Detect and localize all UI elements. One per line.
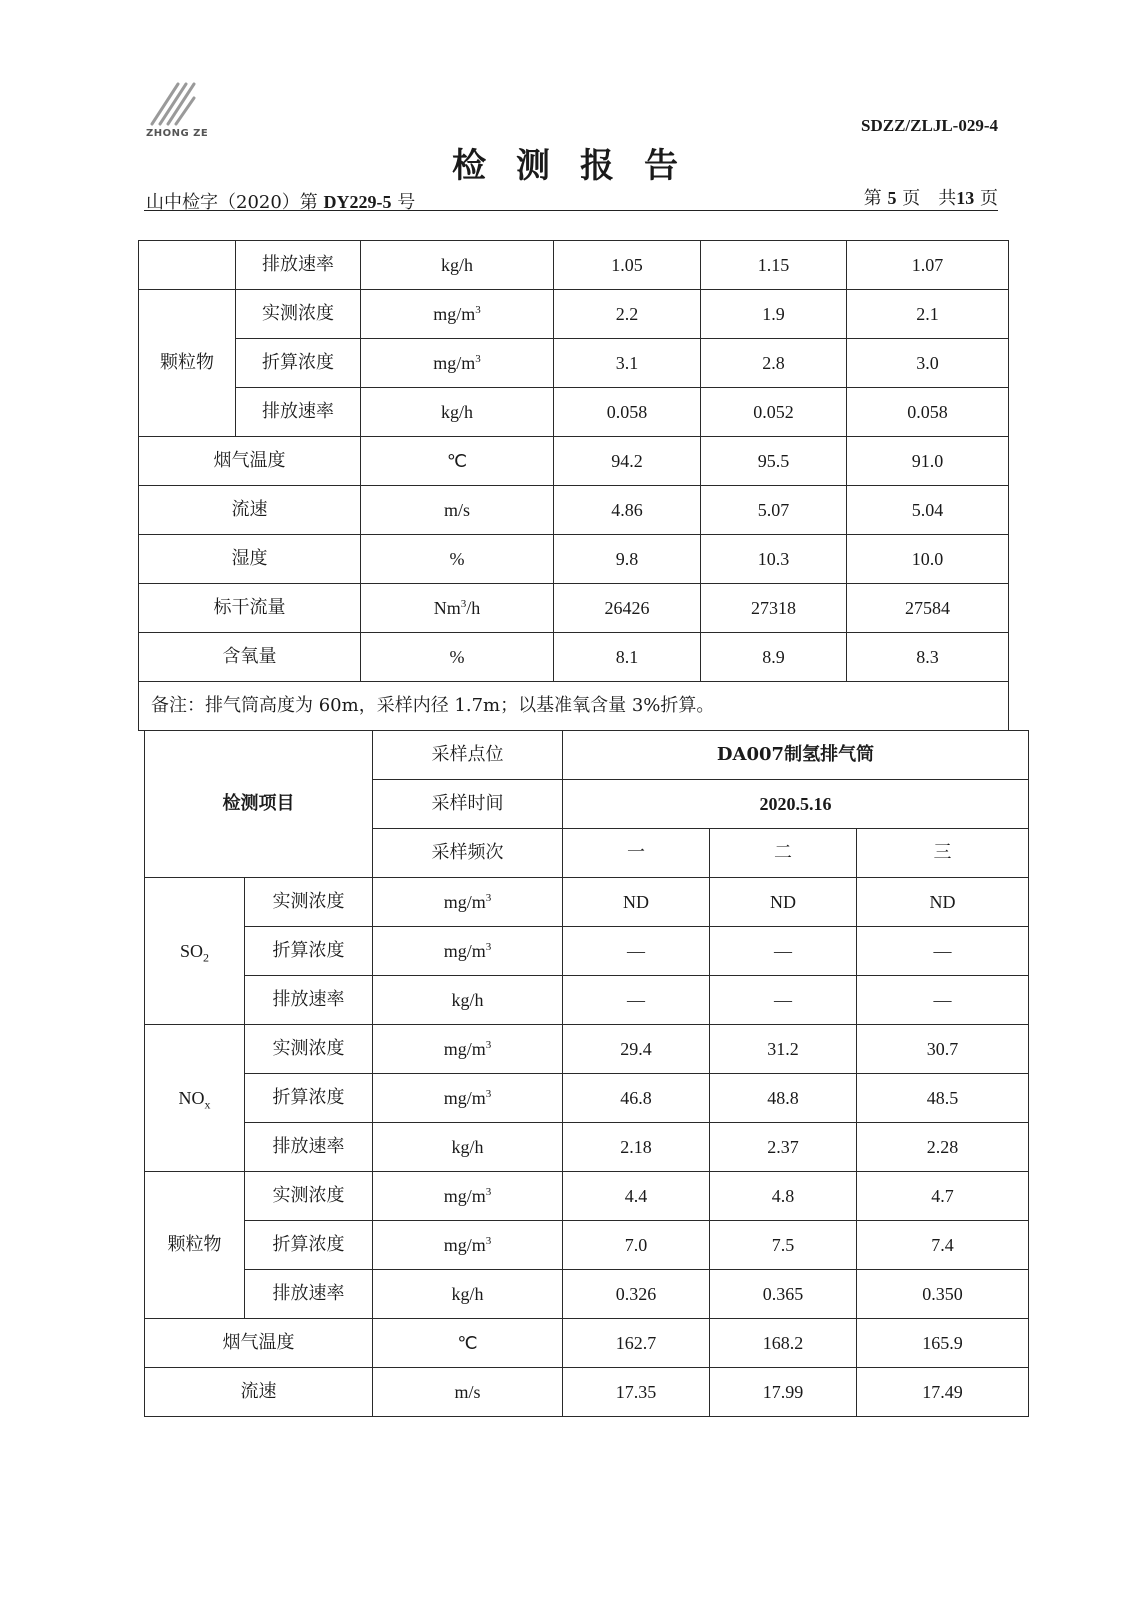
param-cell: 排放速率 <box>245 1270 373 1319</box>
value-cell: 2.37 <box>710 1123 857 1172</box>
table-row <box>145 1074 1029 1123</box>
header-row <box>145 731 1029 780</box>
report-number-suffix: 号 <box>397 192 416 213</box>
table-row <box>139 437 1009 486</box>
page-label-pre: 第 <box>863 188 882 209</box>
value-cell: 48.8 <box>710 1074 857 1123</box>
item-cell: 流速 <box>145 1368 373 1417</box>
value-cell: 17.49 <box>857 1368 1029 1417</box>
table-row <box>145 927 1029 976</box>
table-row <box>139 633 1009 682</box>
value-cell: 0.052 <box>701 388 847 437</box>
value-cell: 31.2 <box>710 1025 857 1074</box>
unit-cell: m/s <box>361 486 554 535</box>
unit-sup: 3 <box>475 352 481 365</box>
unit-text: mg/m <box>443 1087 486 1108</box>
unit-sup: 3 <box>485 1234 492 1247</box>
unit-cell: % <box>361 633 554 682</box>
value-cell: — <box>857 976 1029 1025</box>
table-row <box>145 1123 1029 1172</box>
value-cell: 4.4 <box>563 1172 710 1221</box>
unit-sup: 3 <box>475 303 481 316</box>
table-row <box>145 1172 1029 1221</box>
location-value: DA007制氢排气筒 <box>563 731 1029 780</box>
value-cell: 17.99 <box>710 1368 857 1417</box>
value-cell: 9.8 <box>554 535 701 584</box>
value-cell: — <box>710 927 857 976</box>
freq-cell: 三 <box>857 829 1029 878</box>
value-cell: 1.15 <box>701 241 847 290</box>
unit-cell <box>373 1172 563 1221</box>
group-sub: 2 <box>203 950 209 965</box>
value-cell: 162.7 <box>563 1319 710 1368</box>
table-row <box>139 486 1009 535</box>
value-cell: 165.9 <box>857 1319 1029 1368</box>
value-cell: 1.05 <box>554 241 701 290</box>
value-cell: 0.326 <box>563 1270 710 1319</box>
table-row <box>145 1319 1029 1368</box>
unit-text: Nm <box>433 597 461 618</box>
group-sub: x <box>204 1097 211 1112</box>
header-rule <box>144 210 998 211</box>
param-cell: 折算浓度 <box>245 1074 373 1123</box>
value-cell: 48.5 <box>857 1074 1029 1123</box>
unit-sup: 3 <box>485 1185 492 1198</box>
table-row <box>145 1270 1029 1319</box>
table-row <box>139 388 1009 437</box>
unit-text: mg/m <box>443 940 486 961</box>
document-code: SDZZ/ZLJL-029-4 <box>861 116 998 135</box>
report-number-code: DY229-5 <box>323 192 392 212</box>
value-cell: 2.8 <box>701 339 847 388</box>
page-current: 5 <box>887 188 897 208</box>
report-number-prefix: 山中检字（2020）第 <box>146 192 318 213</box>
results-table-da007 <box>144 730 1029 1417</box>
value-cell: 8.1 <box>554 633 701 682</box>
param-cell: 排放速率 <box>236 388 361 437</box>
table-row <box>145 1221 1029 1270</box>
value-cell: 27584 <box>847 584 1009 633</box>
value-cell: 2.2 <box>554 290 701 339</box>
page-label-post: 页 <box>980 188 998 209</box>
value-cell: ND <box>857 878 1029 927</box>
value-cell: 10.3 <box>701 535 847 584</box>
value-cell: 3.1 <box>554 339 701 388</box>
unit-text: mg/m <box>443 891 486 912</box>
page-label-mid: 页 共 <box>902 188 957 209</box>
value-cell: 91.0 <box>847 437 1009 486</box>
unit-cell: ℃ <box>361 437 554 486</box>
param-cell: 实测浓度 <box>245 878 373 927</box>
group-name: SO <box>179 940 203 961</box>
table-row <box>145 1368 1029 1417</box>
value-cell: 0.350 <box>857 1270 1029 1319</box>
page-total: 13 <box>956 188 975 208</box>
item-header: 检测项目 <box>145 731 373 878</box>
results-table-continued <box>138 240 1009 731</box>
value-cell: 0.365 <box>710 1270 857 1319</box>
value-cell: 8.9 <box>701 633 847 682</box>
freq-cell: 二 <box>710 829 857 878</box>
value-cell: 3.0 <box>847 339 1009 388</box>
unit-cell <box>373 1074 563 1123</box>
unit-cell: kg/h <box>373 976 563 1025</box>
unit-text: mg/m <box>443 1038 486 1059</box>
unit-cell: % <box>361 535 554 584</box>
unit-cell <box>373 1025 563 1074</box>
unit-cell: m/s <box>373 1368 563 1417</box>
unit-text: mg/m <box>433 352 476 373</box>
param-cell: 排放速率 <box>245 976 373 1025</box>
param-cell: 折算浓度 <box>245 1221 373 1270</box>
unit-cell <box>361 339 554 388</box>
param-cell: 实测浓度 <box>245 1025 373 1074</box>
unit-sup: 3 <box>485 1087 492 1100</box>
value-cell: 27318 <box>701 584 847 633</box>
unit-sup: 3 <box>485 891 492 904</box>
value-cell: ND <box>563 878 710 927</box>
value-cell: — <box>563 976 710 1025</box>
table-row <box>145 878 1029 927</box>
item-cell: 烟气温度 <box>139 437 361 486</box>
value-cell: 2.28 <box>857 1123 1029 1172</box>
group-label-so2 <box>145 878 245 1025</box>
value-cell: — <box>857 927 1029 976</box>
item-cell: 湿度 <box>139 535 361 584</box>
value-cell: — <box>563 927 710 976</box>
group-name: NO <box>178 1087 205 1108</box>
unit-text: mg/m <box>443 1234 486 1255</box>
unit-cell <box>373 1221 563 1270</box>
value-cell: 1.9 <box>701 290 847 339</box>
time-label: 采样时间 <box>373 780 563 829</box>
unit-cell: kg/h <box>373 1123 563 1172</box>
value-cell: 5.04 <box>847 486 1009 535</box>
value-cell: 5.07 <box>701 486 847 535</box>
unit-sup: 3 <box>460 597 467 610</box>
location-label: 采样点位 <box>373 731 563 780</box>
value-cell: 1.07 <box>847 241 1009 290</box>
value-cell: 46.8 <box>563 1074 710 1123</box>
unit-cell <box>373 878 563 927</box>
param-cell: 实测浓度 <box>236 290 361 339</box>
param-cell: 实测浓度 <box>245 1172 373 1221</box>
value-cell: 168.2 <box>710 1319 857 1368</box>
group-label-nox <box>145 1025 245 1172</box>
unit-sup: 3 <box>485 940 492 953</box>
unit-cell <box>361 584 554 633</box>
logo-text: ZHONG ZE <box>146 128 209 139</box>
table-row <box>145 976 1029 1025</box>
param-cell: 排放速率 <box>236 241 361 290</box>
item-cell: 流速 <box>139 486 361 535</box>
value-cell: 7.4 <box>857 1221 1029 1270</box>
item-cell: 烟气温度 <box>145 1319 373 1368</box>
unit-cell: kg/h <box>361 241 554 290</box>
freq-cell: 一 <box>563 829 710 878</box>
table-row <box>139 290 1009 339</box>
table-row <box>139 339 1009 388</box>
value-cell: 95.5 <box>701 437 847 486</box>
value-cell: 2.1 <box>847 290 1009 339</box>
unit-cell: ℃ <box>373 1319 563 1368</box>
freq-label: 采样频次 <box>373 829 563 878</box>
param-cell: 折算浓度 <box>236 339 361 388</box>
param-cell: 排放速率 <box>245 1123 373 1172</box>
value-cell: 8.3 <box>847 633 1009 682</box>
unit-cell: kg/h <box>373 1270 563 1319</box>
value-cell: 29.4 <box>563 1025 710 1074</box>
value-cell: ND <box>710 878 857 927</box>
value-cell: 7.0 <box>563 1221 710 1270</box>
table-row <box>145 1025 1029 1074</box>
param-cell: 折算浓度 <box>245 927 373 976</box>
value-cell: 26426 <box>554 584 701 633</box>
item-cell <box>139 241 236 290</box>
page-number <box>864 184 998 210</box>
item-cell: 含氧量 <box>139 633 361 682</box>
table-note: 备注：排气筒高度为 60m，采样内径 1.7m；以基准氧含量 3%折算。 <box>139 682 1009 731</box>
time-value: 2020.5.16 <box>563 780 1029 829</box>
unit-cell <box>373 927 563 976</box>
value-cell: 10.0 <box>847 535 1009 584</box>
group-label-pm: 颗粒物 <box>139 290 236 437</box>
value-cell: 4.86 <box>554 486 701 535</box>
table-row <box>139 584 1009 633</box>
report-title: 检测报告 <box>452 146 708 186</box>
item-cell: 标干流量 <box>139 584 361 633</box>
value-cell: 17.35 <box>563 1368 710 1417</box>
table-row <box>139 241 1009 290</box>
group-label-pm: 颗粒物 <box>145 1172 245 1319</box>
value-cell: 2.18 <box>563 1123 710 1172</box>
value-cell: 0.058 <box>554 388 701 437</box>
value-cell: 30.7 <box>857 1025 1029 1074</box>
value-cell: 4.7 <box>857 1172 1029 1221</box>
unit-text: mg/m <box>443 1185 486 1206</box>
table-row <box>139 535 1009 584</box>
note-row <box>139 682 1009 731</box>
value-cell: 7.5 <box>710 1221 857 1270</box>
unit-sup: 3 <box>485 1038 492 1051</box>
value-cell: 0.058 <box>847 388 1009 437</box>
unit-text-after: /h <box>466 597 481 618</box>
unit-text: mg/m <box>433 303 476 324</box>
unit-cell <box>361 290 554 339</box>
value-cell: — <box>710 976 857 1025</box>
value-cell: 94.2 <box>554 437 701 486</box>
unit-cell: kg/h <box>361 388 554 437</box>
value-cell: 4.8 <box>710 1172 857 1221</box>
